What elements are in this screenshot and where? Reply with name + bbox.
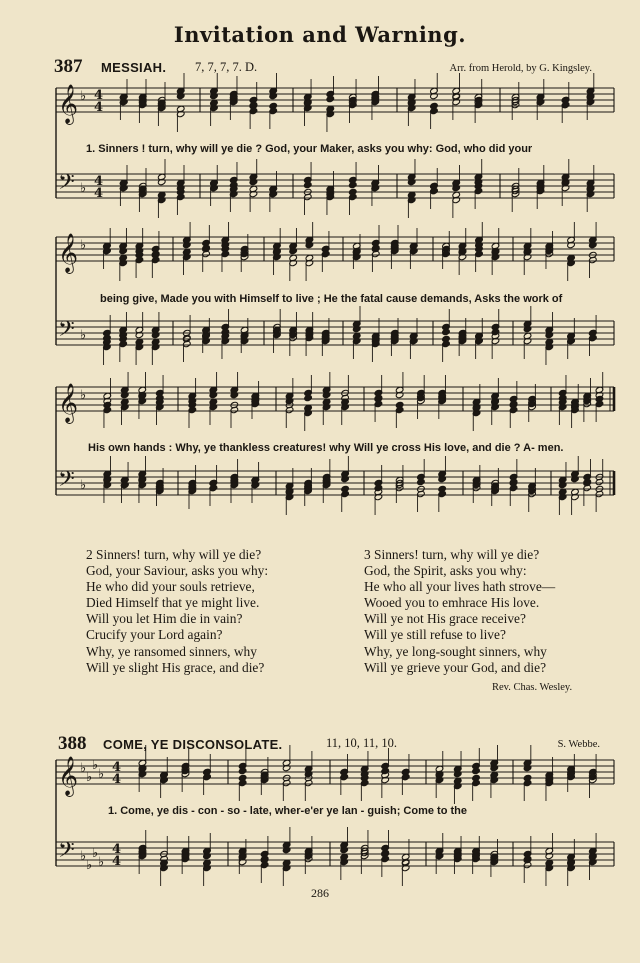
flat-sign: ♭ [86,858,93,873]
flat-sign: ♭ [92,758,99,773]
verse-line: God, your Saviour, asks you why: [86,563,269,579]
time-signature: 4 [112,854,122,869]
verse-line: He who all your lives hath strove— [364,579,556,595]
flat-sign: ♭ [98,855,105,870]
hymn-387-lyric-line-1: 1. Sinners ! turn, why will ye die ? God, your Maker, asks you why: God, who did your [86,143,533,155]
flat-sign: ♭ [80,478,87,493]
flat-sign: ♭ [80,238,87,253]
hymn-387-verse-3 [364,547,555,676]
hymn-388-lyric-line-1: 1. Come, ye dis - con - so - late, wher-e'er ye lan - guish; Come to the [108,805,467,817]
verse-line: Will ye still refuse to live? [364,627,506,643]
page-title: Invitation and Warning. [173,22,467,47]
verse-line: Will ye not His grace receive? [364,611,526,627]
treble-clef: 𝄞 [58,233,79,273]
verse-line: 3 Sinners! turn, why will ye die? [364,547,540,562]
page-number: 286 [311,886,329,900]
hymn-388-credit: S. Webbe. [557,739,600,750]
time-signature: 4 [94,100,104,115]
time-signature: 4 [94,186,104,201]
hymn-388-number: 388 [58,733,87,754]
time-signature: 4 [112,760,122,775]
verse-line: Died Himself that ye might live. [86,595,260,611]
hymn-387-verse-credit: Rev. Chas. Wesley. [492,682,573,693]
hymn-387-credit: Arr. from Herold, by G. Kingsley. [449,63,592,74]
hymn-387-number: 387 [54,56,83,77]
time-signature: 4 [112,842,122,857]
verse-line: 2 Sinners! turn, why will ye die? [86,547,262,562]
flat-sign: ♭ [80,761,87,776]
hymn-387-lyric-line-2: being give, Made you with Himself to live ; He the fatal cause demands, Asks the work of [100,293,563,305]
bass-clef: 𝄢 [58,838,75,868]
hymn-388-tune-name: COME, YE DISCONSOLATE. [103,737,283,752]
flat-sign: ♭ [80,181,87,196]
verse-line: Why, ye long-sought sinners, why [364,643,547,659]
verse-line: Why, ye ransomed sinners, why [86,643,257,659]
verse-line: God, the Spirit, asks you why: [364,563,527,579]
hymn-387-lyric-line-3: His own hands : Why, ye thankless creatures! why Will ye cross His love, and die ? A- men. [88,442,564,454]
bass-clef: 𝄢 [58,317,75,347]
bass-clef: 𝄢 [58,467,75,497]
treble-clef: 𝄞 [58,756,79,796]
verse-line: Will ye slight His grace, and die? [86,659,265,675]
verse-line: Crucify your Lord again? [86,627,223,643]
flat-sign: ♭ [80,89,87,104]
hymn-387-meter: 7, 7, 7, 7. D. [195,60,258,74]
flat-sign: ♭ [86,770,93,785]
verse-line: He who did your souls retrieve, [86,579,255,595]
flat-sign: ♭ [80,328,87,343]
flat-sign: ♭ [98,767,105,782]
bass-clef: 𝄢 [58,170,75,200]
flat-sign: ♭ [80,849,87,864]
hymn-388-meter: 11, 10, 11, 10. [326,736,397,750]
treble-clef: 𝄞 [58,84,79,124]
verse-line: Will ye grieve your God, and die? [364,659,547,675]
verse-line: Wooed you to emhrace His love. [364,595,540,611]
hymn-387-tune-name: MESSIAH. [101,60,167,75]
time-signature: 4 [94,88,104,103]
time-signature: 4 [112,772,122,787]
hymn-387-verse-2 [86,547,268,676]
verse-line: Will you let Him die in vain? [86,611,243,627]
flat-sign: ♭ [80,388,87,403]
time-signature: 4 [94,174,104,189]
treble-clef: 𝄞 [58,383,79,423]
flat-sign: ♭ [92,846,99,861]
